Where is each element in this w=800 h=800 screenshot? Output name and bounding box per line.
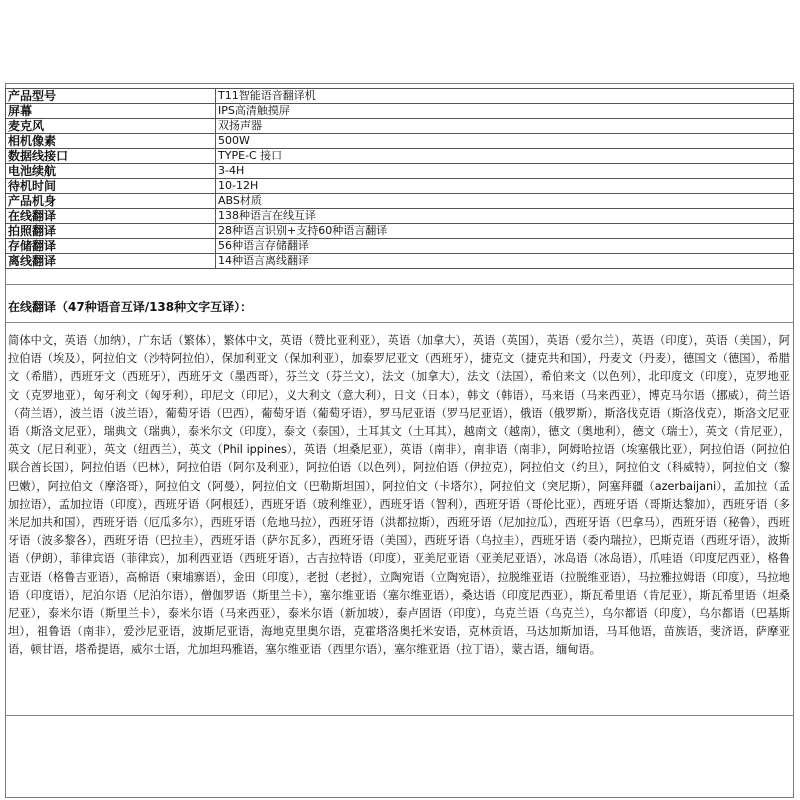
spec-value: TYPE-C 接口 [216, 149, 794, 164]
spec-label: 拍照翻译 [6, 224, 216, 239]
spec-value: T11智能语音翻译机 [216, 89, 794, 104]
divider [5, 715, 794, 716]
spec-table [5, 88, 794, 269]
spec-label: 相机像素 [6, 134, 216, 149]
spec-row [6, 224, 794, 239]
spec-row [6, 134, 794, 149]
divider [5, 322, 794, 323]
spec-row [6, 179, 794, 194]
spec-row [6, 119, 794, 134]
spec-row [6, 209, 794, 224]
spec-value: 500W [216, 134, 794, 149]
spec-value: 3-4H [216, 164, 794, 179]
spec-value: 14种语言离线翻译 [216, 254, 794, 269]
spec-row [6, 149, 794, 164]
spec-table-body [6, 89, 794, 269]
supported-languages-text: 简体中文，英语（加纳），广东话（繁体），繁体中文，英语（赞比亚利亚），英语（加拿大），英语（英国），英语（爱尔兰），英语（印度），英语（美国），阿拉伯语（埃及），阿拉伯文（沙特阿拉伯），保加利亚文（保加利亚），加泰罗尼亚文（西班牙），捷克文（捷克共和国），丹麦文（丹麦），德国文（德国），希腊文（希腊），西班牙文（西班牙），西班牙文（墨西哥），芬兰文（芬兰文），法文（加拿大），法文（法国），希伯来文（以色列），北印度文（印度），克罗地亚文（克罗地亚），匈牙利文（匈牙利），印尼文（印尼），义大利文（意大利），日文（日本），韩文（韩语），马来语（马来西亚），博克马尔语（挪威），荷兰语（荷兰语），波兰语（波兰语），葡萄牙语（巴西），葡萄牙语（葡萄牙语），罗马尼亚语（罗马尼亚语），俄语（俄罗斯），斯洛伐克语（斯洛伐克），斯洛文尼亚语（斯洛文尼亚），瑞典文（瑞典），泰米尔文（印度），泰文（泰国），土耳其文（土耳其），越南文（越南），德文（奥地利），德文（瑞士），英文（肯尼亚），英文（尼日利亚），英文（纽西兰），英文（Phil ippines），英语（坦桑尼亚），英语（南非），南非语（南非），阿姆哈拉语（埃塞俄比亚），阿拉伯语（阿拉伯联合酋长国），阿拉伯语（巴林），阿拉伯语（阿尔及利亚），阿拉伯语（以色列），阿拉伯语（伊拉克），阿拉伯文（约旦），阿拉伯文（科威特），阿拉伯文（黎巴嫩），阿拉伯文（摩洛哥），阿拉伯文（阿曼），阿拉伯文（巴勒斯坦国），阿拉伯文（卡塔尔），阿拉伯文（突尼斯），阿塞拜疆（azerbaijani），孟加拉（孟加拉语），孟加拉语（印度），西班牙语（阿根廷），西班牙语（玻利维亚），西班牙语（智利），西班牙语（哥伦比亚），西班牙语（哥斯达黎加），西班牙语（多米尼加共和国），西班牙语（厄瓜多尔），西班牙语（危地马拉），西班牙语（洪都拉斯），西班牙语（尼加拉瓜），西班牙语（巴拿马），西班牙语（秘鲁），西班牙语（波多黎各），西班牙语（巴拉圭），西班牙语（萨尔瓦多），西班牙语（美国），西班牙语（乌拉圭），西班牙语（委内瑞拉），巴斯克语（西班牙语），波斯语（伊朗），菲律宾语（菲律宾），加利西亚语（西班牙语），古吉拉特语（印度），亚美尼亚语（亚美尼亚语），冰岛语（冰岛语），爪哇语（印度尼西亚），格鲁吉亚语（格鲁吉亚语），高棉语（柬埔寨语），金田（印度），老挝（老挝），立陶宛语（立陶宛语），拉脱维亚语（拉脱维亚语），马拉雅拉姆语（印度），马拉地语（印度语），尼泊尔语（尼泊尔语），僧伽罗语（斯里兰卡），塞尔维亚语（塞尔维亚语），桑达语（印度尼西亚），斯瓦希里语（肯尼亚），斯瓦希里语（坦桑尼亚），泰米尔语（斯里兰卡），泰米尔语（马来西亚），泰米尔语（新加坡），泰卢固语（印度），乌克兰语（乌克兰），乌尔都语（印度），乌尔都语（巴基斯坦），祖鲁语（南非），爱沙尼亚语，波斯尼亚语，海地克里奥尔语，克霍塔洛奥托米安语，克林贡语，马达加斯加语，马耳他语，苗族语，斐济语，萨摩亚语，顿甘语，塔希提语，威尔士语，尤加坦玛雅语，塞尔维亚语（西里尔语），塞尔维亚语（拉丁语），蒙古语，缅甸语。 [8, 334, 790, 657]
spec-value: 28种语言识别+支持60种语言翻译 [216, 224, 794, 239]
spec-label: 存储翻译 [6, 239, 216, 254]
spec-label: 数据线接口 [6, 149, 216, 164]
spec-label: 离线翻译 [6, 254, 216, 269]
spec-label: 屏幕 [6, 104, 216, 119]
spec-value: 138种语言在线互译 [216, 209, 794, 224]
spec-row [6, 254, 794, 269]
spec-row [6, 239, 794, 254]
spec-label: 产品型号 [6, 89, 216, 104]
spec-label: 待机时间 [6, 179, 216, 194]
spec-label: 在线翻译 [6, 209, 216, 224]
spec-value: 双扬声器 [216, 119, 794, 134]
spec-row [6, 89, 794, 104]
spec-value: 56种语言存储翻译 [216, 239, 794, 254]
spec-label: 麦克风 [6, 119, 216, 134]
online-translation-title: 在线翻译（47种语音互译/138种文字互译）： [8, 300, 253, 314]
spec-label: 产品机身 [6, 194, 216, 209]
spec-value: 10-12H [216, 179, 794, 194]
spec-value: IPS高清触摸屏 [216, 104, 794, 119]
spec-value: ABS材质 [216, 194, 794, 209]
spec-row [6, 104, 794, 119]
spec-row [6, 164, 794, 179]
spec-row [6, 194, 794, 209]
spec-label: 电池续航 [6, 164, 216, 179]
divider [5, 284, 794, 285]
